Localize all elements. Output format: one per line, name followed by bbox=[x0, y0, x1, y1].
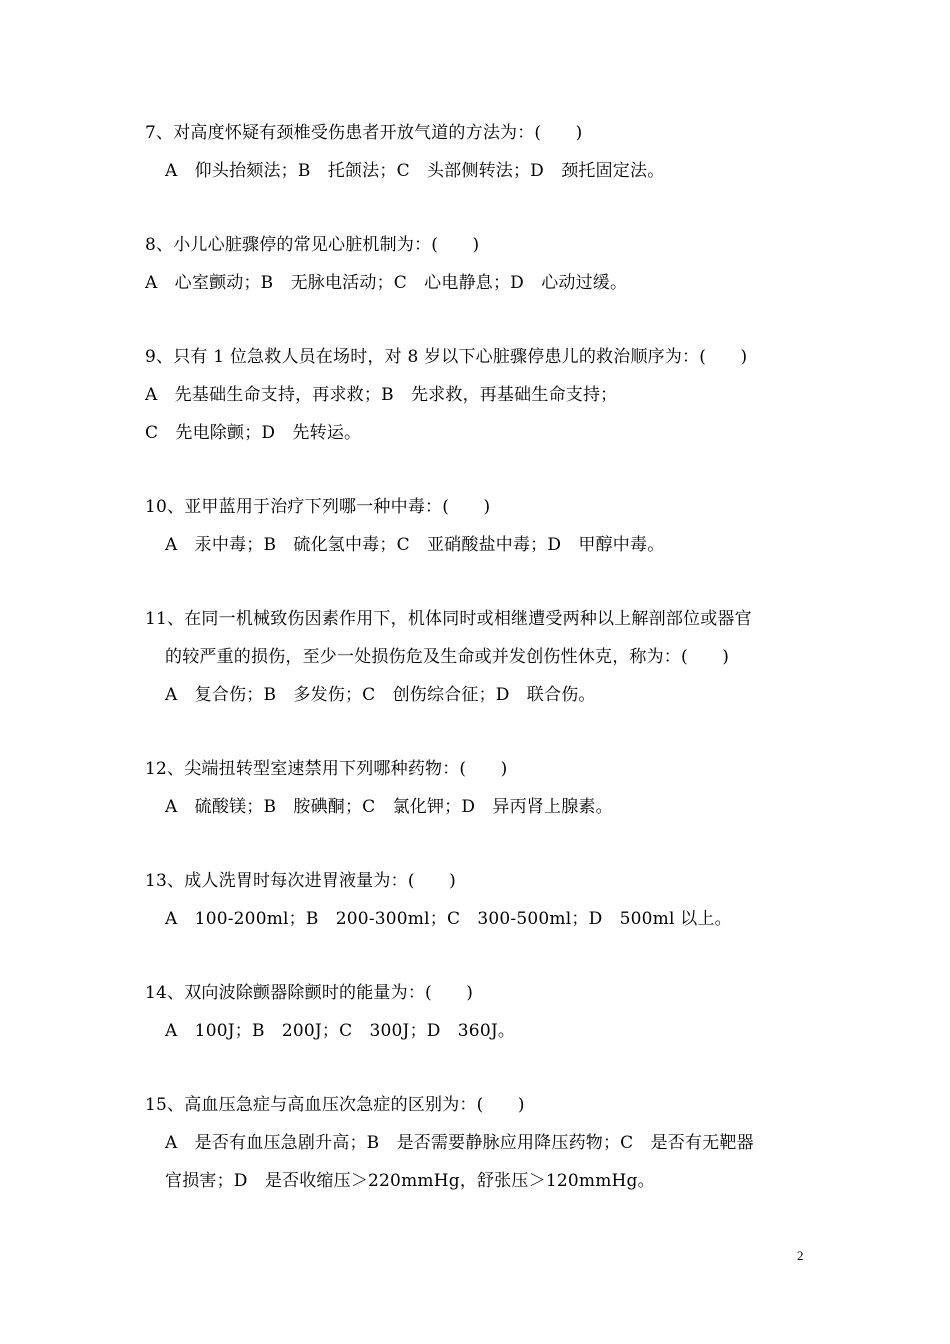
question-11-options: A 复合伤；B 多发伤；C 创伤综合征；D 联合伤。 bbox=[165, 685, 596, 705]
question-13-stem: 13、成人洗胃时每次进胃液量为：( ) bbox=[145, 871, 456, 891]
question-11-stem-line-2: 的较严重的损伤，至少一处损伤危及生命或并发创伤性休克，称为：( ) bbox=[165, 647, 730, 667]
question-14-stem: 14、双向波除颤器除颤时的能量为：( ) bbox=[145, 983, 474, 1003]
question-8-options: A 心室颤动；B 无脉电活动；C 心电静息；D 心动过缓。 bbox=[145, 273, 628, 293]
question-8-stem: 8、小儿心脏骤停的常见心脏机制为：( ) bbox=[145, 235, 480, 255]
page-number: 2 bbox=[797, 1248, 804, 1263]
question-11-stem-line-1: 11、在同一机械致伤因素作用下，机体同时或相继遭受两种以上解剖部位或器官 bbox=[145, 609, 752, 629]
question-15-options-line-2: 官损害；D 是否收缩压＞220mmHg，舒张压＞120mmHg。 bbox=[165, 1171, 655, 1191]
question-9-options-line-2: C 先电除颤；D 先转运。 bbox=[145, 423, 362, 443]
question-13-options: A 100-200ml；B 200-300ml；C 300-500ml；D 500ml 以上。 bbox=[165, 909, 732, 929]
question-15-options-line-1: A 是否有血压急剧升高；B 是否需要静脉应用降压药物；C 是否有无靶器 bbox=[165, 1133, 754, 1153]
question-10-stem: 10、亚甲蓝用于治疗下列哪一种中毒：( ) bbox=[145, 497, 491, 517]
question-12-stem: 12、尖端扭转型室速禁用下列哪种药物：( ) bbox=[145, 759, 508, 779]
question-15-stem: 15、高血压急症与高血压次急症的区别为：( ) bbox=[145, 1095, 525, 1115]
question-9-options-line-1: A 先基础生命支持，再求救；B 先求救，再基础生命支持； bbox=[145, 385, 618, 405]
question-9-stem: 9、只有 1 位急救人员在场时，对 8 岁以下心脏骤停患儿的救治顺序为：( ) bbox=[145, 347, 748, 367]
question-7-stem: 7、对高度怀疑有颈椎受伤患者开放气道的方法为：( ) bbox=[145, 123, 583, 143]
question-14-options: A 100J；B 200J；C 300J；D 360J。 bbox=[165, 1021, 516, 1041]
question-7-options: A 仰头抬颏法；B 托颌法；C 头部侧转法；D 颈托固定法。 bbox=[165, 161, 665, 181]
question-12-options: A 硫酸镁；B 胺碘酮；C 氯化钾；D 异丙肾上腺素。 bbox=[165, 797, 613, 817]
question-10-options: A 汞中毒；B 硫化氢中毒；C 亚硝酸盐中毒；D 甲醇中毒。 bbox=[165, 535, 665, 555]
